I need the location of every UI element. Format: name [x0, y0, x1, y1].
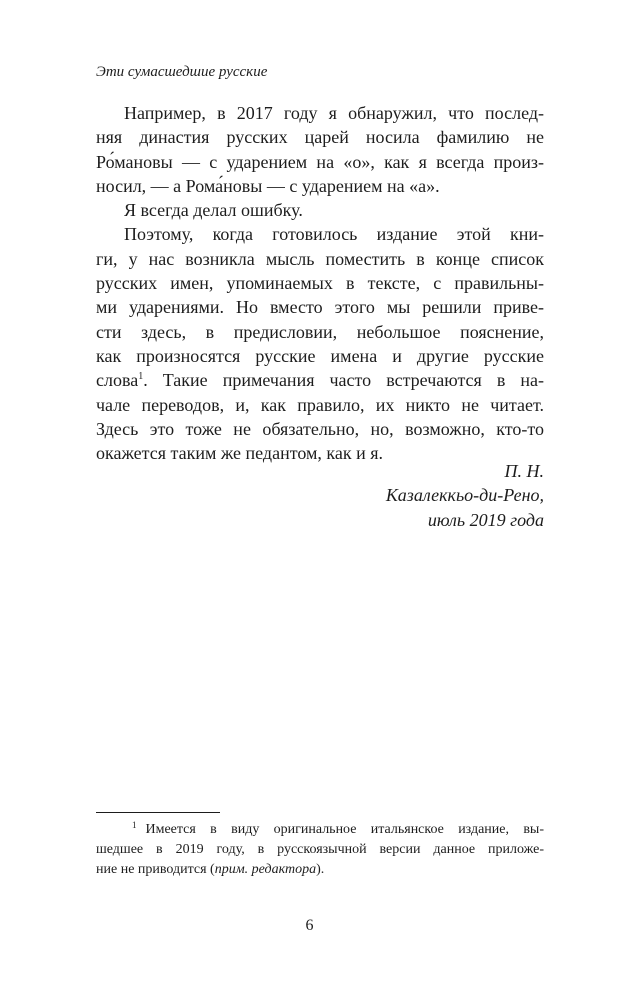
paragraph-3-line-3: русских имен, упоминаемых в тексте, с правильны- [96, 273, 544, 294]
footnote-line-1-text: Имеется в виду оригинальное итальянское издание, вы- [145, 822, 544, 837]
paragraph-3-line-10: окажется таким же педантом, как и я. [96, 443, 383, 464]
main-text [96, 101, 544, 465]
footnote-line-3-end: ). [316, 861, 325, 877]
footnote-line-1 [96, 820, 544, 840]
page-number: 6 [305, 917, 314, 934]
paragraph-3-line-2: ги, у нас возникла мысль поместить в конце список [96, 248, 544, 269]
signature-initials: П. Н. [504, 461, 544, 481]
paragraph-1-line-2: няя династия русских царей носила фамилию не [96, 127, 544, 148]
signature-date: июль 2019 года [427, 509, 544, 530]
footnote-editor-note: прим. редактора [214, 861, 317, 877]
running-head: Эти сумасшедшие русские [96, 64, 268, 80]
paragraph-1-line-3: Ро́мановы — с ударением на «о», как я всегда произ- [96, 151, 544, 172]
footnote-marker: 1 [132, 820, 137, 830]
paragraph-3-line-9: Здесь это тоже не обязательно, но, возможно, кто-то [96, 418, 544, 439]
paragraph-2-line-1: Я всегда делал ошибку. [124, 200, 303, 221]
signature-block [386, 459, 544, 532]
word-slova: слова [96, 370, 139, 391]
footnote-line-3 [96, 860, 544, 880]
signature-place: Казалеккьо-ди-Рено, [385, 485, 544, 506]
footnote-line-3-start: ние не приводится ( [96, 861, 215, 877]
paragraph-1-line-4: носил, — а Рома́новы — с ударением на «а». [96, 175, 440, 196]
paragraph-3-line-1: Поэтому, когда готовилось издание этой кни- [124, 224, 544, 245]
footnote-reference[interactable]: 1 [138, 371, 144, 383]
paragraph-3-line-7 [96, 368, 544, 392]
paragraph-1-line-1: Например, в 2017 году я обнаружил, что послед- [124, 103, 544, 123]
paragraph-3-line-7-rest: . Такие примечания часто встречаются в на- [143, 370, 544, 391]
footnote-line-2: шедшее в 2019 году, в русскоязычной версии данное приложе- [96, 841, 544, 857]
paragraph-3-line-4: ми ударениями. Но вместо этого мы решили приве- [96, 297, 544, 318]
paragraph-3-line-6: как произносятся русские имена и другие русские [96, 345, 544, 366]
paragraph-3-line-8: чале переводов, и, как правило, их никто не читает. [96, 394, 544, 415]
footnote-separator [96, 812, 220, 813]
paragraph-3-line-5: сти здесь, в предисловии, небольшое пояснение, [96, 321, 544, 342]
footnote [96, 820, 544, 879]
